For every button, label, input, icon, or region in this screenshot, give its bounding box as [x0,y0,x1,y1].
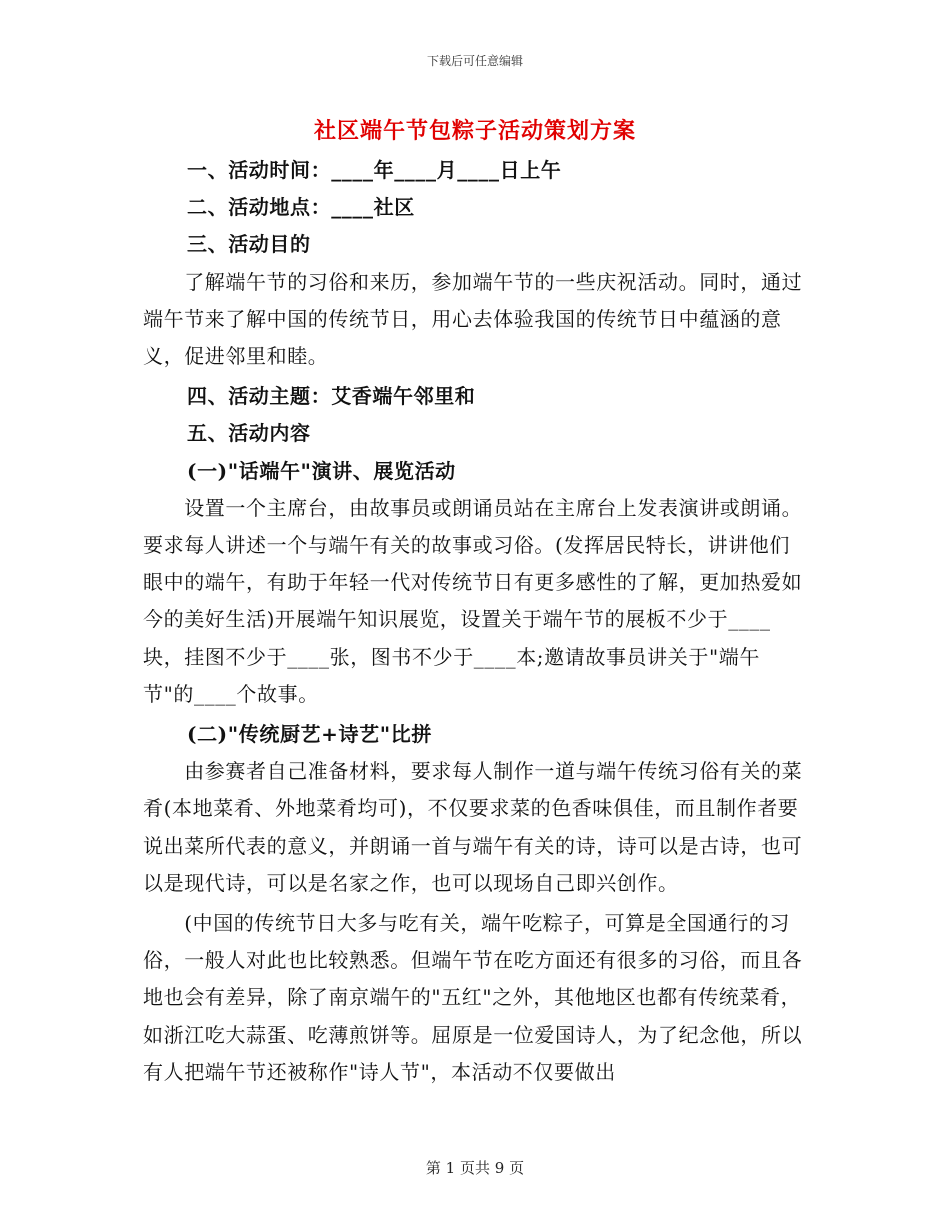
document-body [143,152,805,1091]
section-time: 一、活动时间：____年____月____日上午 [187,158,562,182]
section-location: 二、活动地点：____社区 [187,195,415,220]
page-header: 下载后可任意编辑 [426,54,523,68]
subsection-cooking: (二)"传统厨艺+诗艺"比拼 [187,722,432,747]
document-title: 社区端午节包粽子活动策划方案 [313,118,636,144]
subsection-speech: (一)"话端午"演讲、展览活动 [187,458,456,483]
section-theme: 四、活动主题：艾香端午邻里和 [187,384,476,409]
purpose-paragraph: 了解端午节的习俗和来历，参加端午节的一些庆祝活动。同时，通过端午节来了解中国的传统节日，用心去体验我国的传统节日中蕴涵的意义，促进邻里和睦。 [143,269,803,369]
cooking-paragraph: 由参赛者自己准备材料，要求每人制作一道与端午传统习俗有关的菜肴(本地菜肴、外地菜肴均可)，不仅要求菜的色香味俱佳，而且制作者要说出菜所代表的意义，并朗诵一首与端午有关的诗，诗可以是古诗，也可以是现代诗，可以是名家之作，也可以现场自己即兴创作。 [143,759,803,895]
section-purpose: 三、活动目的 [187,232,311,257]
speech-paragraph: 设置一个主席台，由故事员或朗诵员站在主席台上发表演讲或朗诵。要求每人讲述一个与端午有关的故事或习俗。(发挥居民特长，讲讲他们眼中的端午，有助于年轻一代对传统节日有更多感性的了解，更加热爱如今的美好生活)开展端午知识展览，设置关于端午节的展板不少于____块，挂图不少于____张，图书不少于____本;邀请故事员讲关于"端午节"的____个故事。 [143,495,803,706]
section-content: 五、活动内容 [187,421,311,446]
page-footer: 第 1 页共 9 页 [425,1159,525,1177]
cooking-note-paragraph: (中国的传统节日大多与吃有关，端午吃粽子，可算是全国通行的习俗，一般人对此也比较熟悉。但端午节在吃方面还有很多的习俗，而且各地也会有差异，除了南京端午的"五红"之外，其他地区也都有传统菜肴，如浙江吃大蒜蛋、吃薄煎饼等。屈原是一位爱国诗人，为了纪念他，所以有人把端午节还被称作"诗人节"，本活动不仅要做出 [143,911,803,1084]
